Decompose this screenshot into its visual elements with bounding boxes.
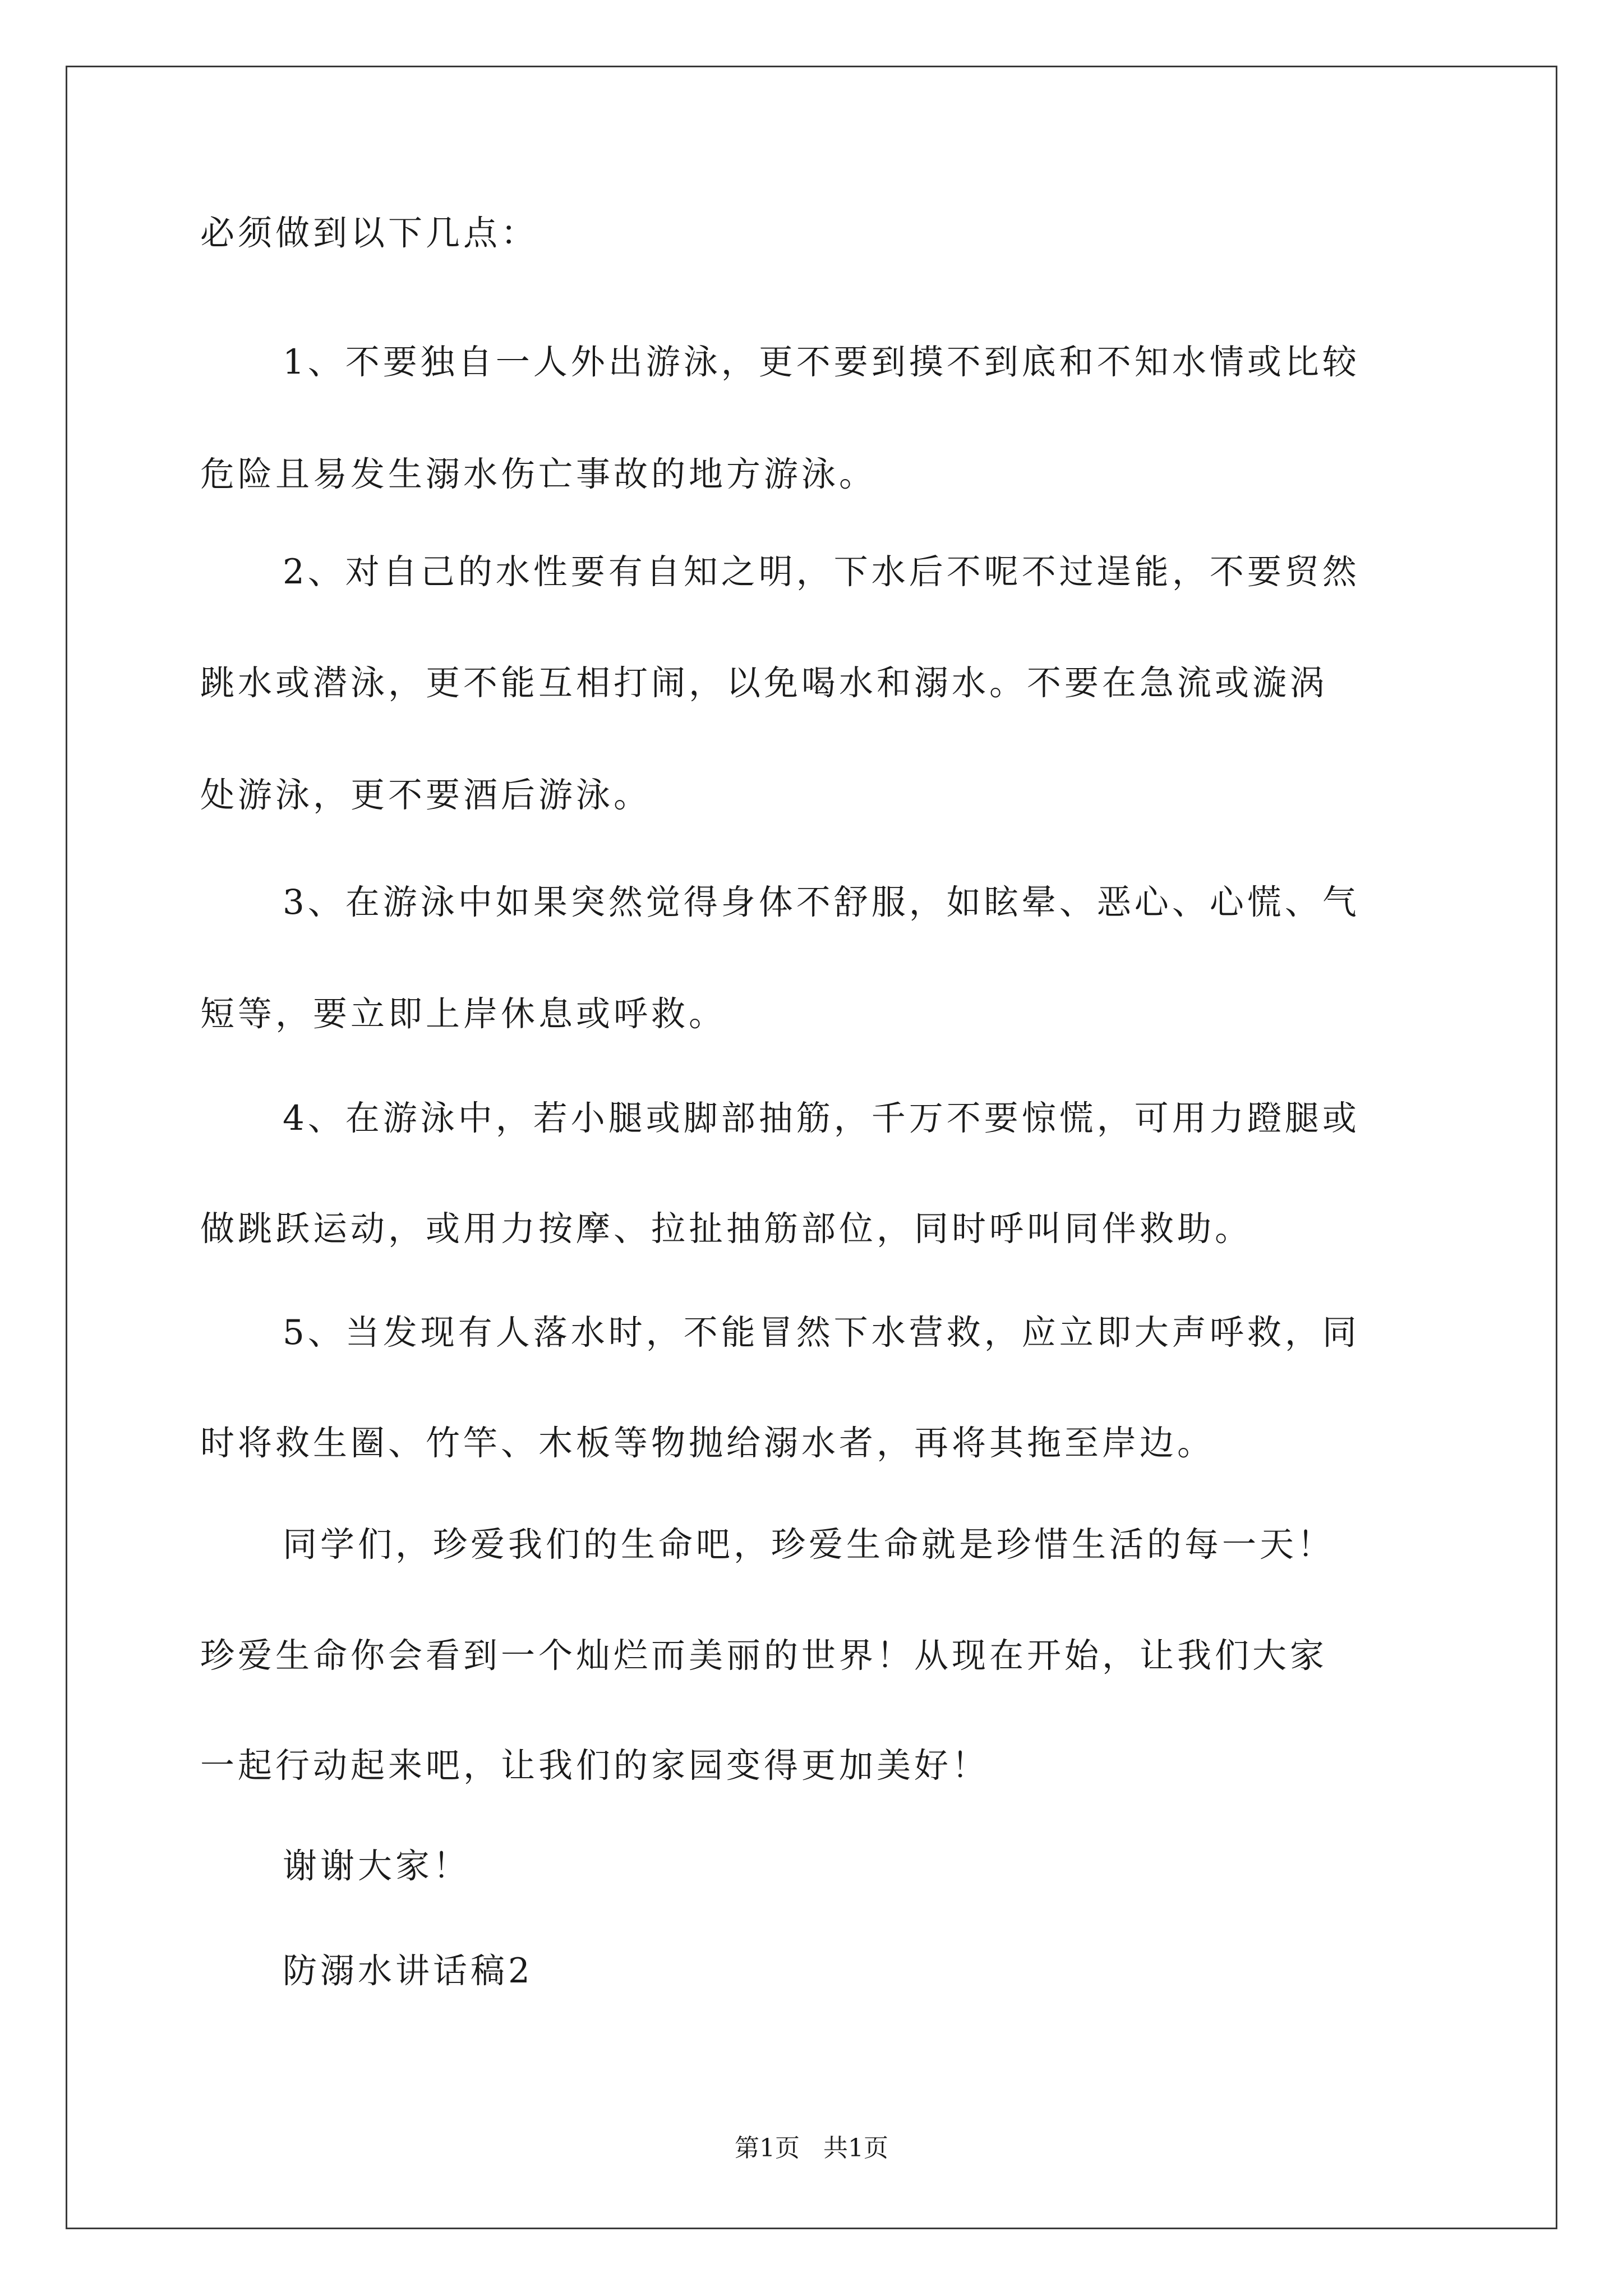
- closing-line: 谢谢大家！: [283, 1846, 471, 1886]
- text-line: 同学们，珍爱我们的生命吧，珍爱生命就是珍惜生活的每一天！: [283, 1525, 1335, 1565]
- text-line: 4、在游泳中，若小腿或脚部抽筋，千万不要惊慌，可用力蹬腿或: [283, 1098, 1360, 1138]
- text-line: 短等，要立即上岸休息或呼救。: [200, 994, 727, 1034]
- page-total: 共1页: [823, 2134, 888, 2162]
- text-line: 一起行动起来吧，让我们的家园变得更加美好！: [200, 1746, 990, 1786]
- text-line: 1、不要独自一人外出游泳，更不要到摸不到底和不知水情或比较: [283, 342, 1360, 382]
- text-line: 必须做到以下几点：: [200, 213, 539, 253]
- page-number: 第1页: [735, 2134, 800, 2162]
- text-line: 跳水或潜泳，更不能互相打闹，以免喝水和溺水。不要在急流或漩涡: [200, 663, 1328, 703]
- text-line: 时将救生圈、竹竿、木板等物抛给溺水者，再将其拖至岸边。: [200, 1423, 1215, 1463]
- text-line: 危险且易发生溺水伤亡事故的地方游泳。: [200, 454, 877, 494]
- text-line: 5、当发现有人落水时，不能冒然下水营救，应立即大声呼救，同: [283, 1313, 1360, 1352]
- text-line: 3、在游泳中如果突然觉得身体不舒服，如眩晕、恶心、心慌、气: [283, 882, 1360, 922]
- text-line: 做跳跃运动，或用力按摩、拉扯抽筋部位，同时呼叫同伴救助。: [200, 1209, 1253, 1249]
- text-line: 2、对自己的水性要有自知之明，下水后不呢不过逞能，不要贸然: [283, 552, 1360, 592]
- text-line: 珍爱生命你会看到一个灿烂而美丽的世界！从现在开始，让我们大家: [200, 1636, 1328, 1676]
- section-heading: 防溺水讲话稿2: [283, 1951, 533, 1991]
- page-border: [66, 66, 1557, 2229]
- page-footer: [0, 2132, 1623, 2165]
- text-line: 处游泳，更不要酒后游泳。: [200, 775, 652, 815]
